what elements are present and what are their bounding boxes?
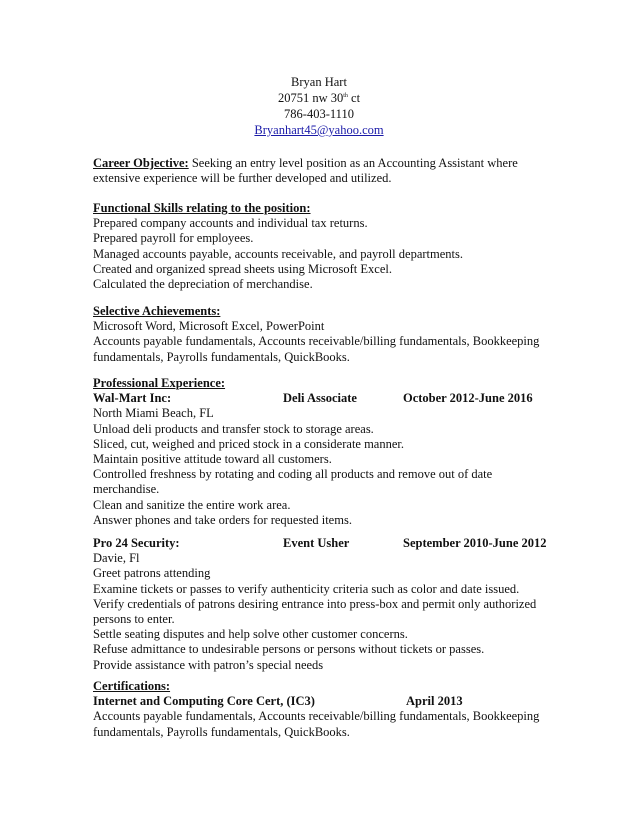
achievement-line: fundamentals, Payrolls fundamentals, QuickBooks. <box>93 349 350 364</box>
skill-item: Managed accounts payable, accounts receivable, and payroll departments. <box>93 246 463 261</box>
achievement-line: Microsoft Word, Microsoft Excel, PowerPoint <box>93 319 325 334</box>
job-duty: Provide assistance with patron’s special needs <box>93 657 324 672</box>
job-employer: Pro 24 Security: <box>93 536 180 550</box>
job-location: North Miami Beach, FL <box>93 406 214 421</box>
job-header-row <box>93 391 553 406</box>
skill-item: Prepared company accounts and individual tax returns. <box>93 216 368 231</box>
achievements-heading: Selective Achievements: <box>93 304 221 318</box>
experience-section <box>93 376 553 528</box>
job-employer: Wal-Mart Inc: <box>93 391 172 406</box>
email-link[interactable]: Bryanhart45@yahoo.com <box>254 123 384 137</box>
job-duty: Maintain positive attitude toward all customers. <box>93 451 332 466</box>
certifications-heading: Certifications: <box>93 679 171 693</box>
job-location: Davie, Fl <box>93 551 140 566</box>
certifications-section <box>93 679 553 740</box>
job-duty: Clean and sanitize the entire work area. <box>93 497 291 512</box>
job-duty: Unload deli products and transfer stock to storage areas. <box>93 421 374 436</box>
cert-line: fundamentals, Payrolls fundamentals, QuickBooks. <box>93 724 350 739</box>
skill-item: Calculated the depreciation of merchandise. <box>93 276 313 291</box>
career-objective-section <box>93 156 553 186</box>
job-title: Deli Associate <box>283 391 357 406</box>
address-suffix: ct <box>347 91 361 105</box>
functional-skills-section <box>93 201 553 292</box>
applicant-name: Bryan Hart <box>291 75 347 89</box>
functional-skills-heading: Functional Skills relating to the position: <box>93 201 311 215</box>
job-duty: Greet patrons attending <box>93 566 211 581</box>
address <box>0 90 638 106</box>
address-ordinal: th <box>343 92 348 99</box>
achievement-line: Accounts payable fundamentals, Accounts receivable/billing fundamentals, Bookkeeping <box>93 334 540 349</box>
career-objective-text: Seeking an entry level position as an Accounting Assistant where <box>188 156 518 170</box>
cert-header-row <box>93 694 553 709</box>
job-duty: Verify credentials of patrons desiring entrance into press-box and permit only authorized <box>93 596 537 611</box>
job-title: Event Usher <box>283 536 350 550</box>
job-dates: September 2010-June 2012 <box>403 536 547 550</box>
job-dates: October 2012-June 2016 <box>403 391 533 406</box>
phone-number: 786-403-1110 <box>284 107 354 121</box>
job-duty: Settle seating disputes and help solve other customer concerns. <box>93 627 408 642</box>
cert-date: April 2013 <box>406 694 463 709</box>
skill-item: Prepared payroll for employees. <box>93 231 254 246</box>
job-duty: Sliced, cut, weighed and priced stock in a considerate manner. <box>93 436 405 451</box>
job-duty: Answer phones and take orders for requested items. <box>93 512 352 527</box>
address-street: 20751 nw 30 <box>277 91 344 105</box>
job-header-row <box>93 536 553 551</box>
cert-name: Internet and Computing Core Cert, (IC3) <box>93 694 315 709</box>
job-duty: Examine tickets or passes to verify authenticity criteria such as color and date issued. <box>93 581 520 596</box>
experience-job-2 <box>93 536 553 673</box>
experience-heading: Professional Experience: <box>93 376 226 390</box>
skill-item: Created and organized spread sheets using Microsoft Excel. <box>93 261 392 276</box>
job-duty: merchandise. <box>93 482 160 497</box>
cert-line: Accounts payable fundamentals, Accounts receivable/billing fundamentals, Bookkeeping <box>93 709 540 724</box>
contact-header <box>0 74 638 138</box>
achievements-section <box>93 304 553 365</box>
career-objective-text-cont: extensive experience will be further developed and utilized. <box>93 171 392 186</box>
career-objective-heading: Career Objective: <box>93 156 189 170</box>
job-duty: Controlled freshness by rotating and coding all products and remove out of date <box>93 467 493 482</box>
job-duty: persons to enter. <box>93 611 175 626</box>
job-duty: Refuse admittance to undesirable persons or persons without tickets or passes. <box>93 642 485 657</box>
